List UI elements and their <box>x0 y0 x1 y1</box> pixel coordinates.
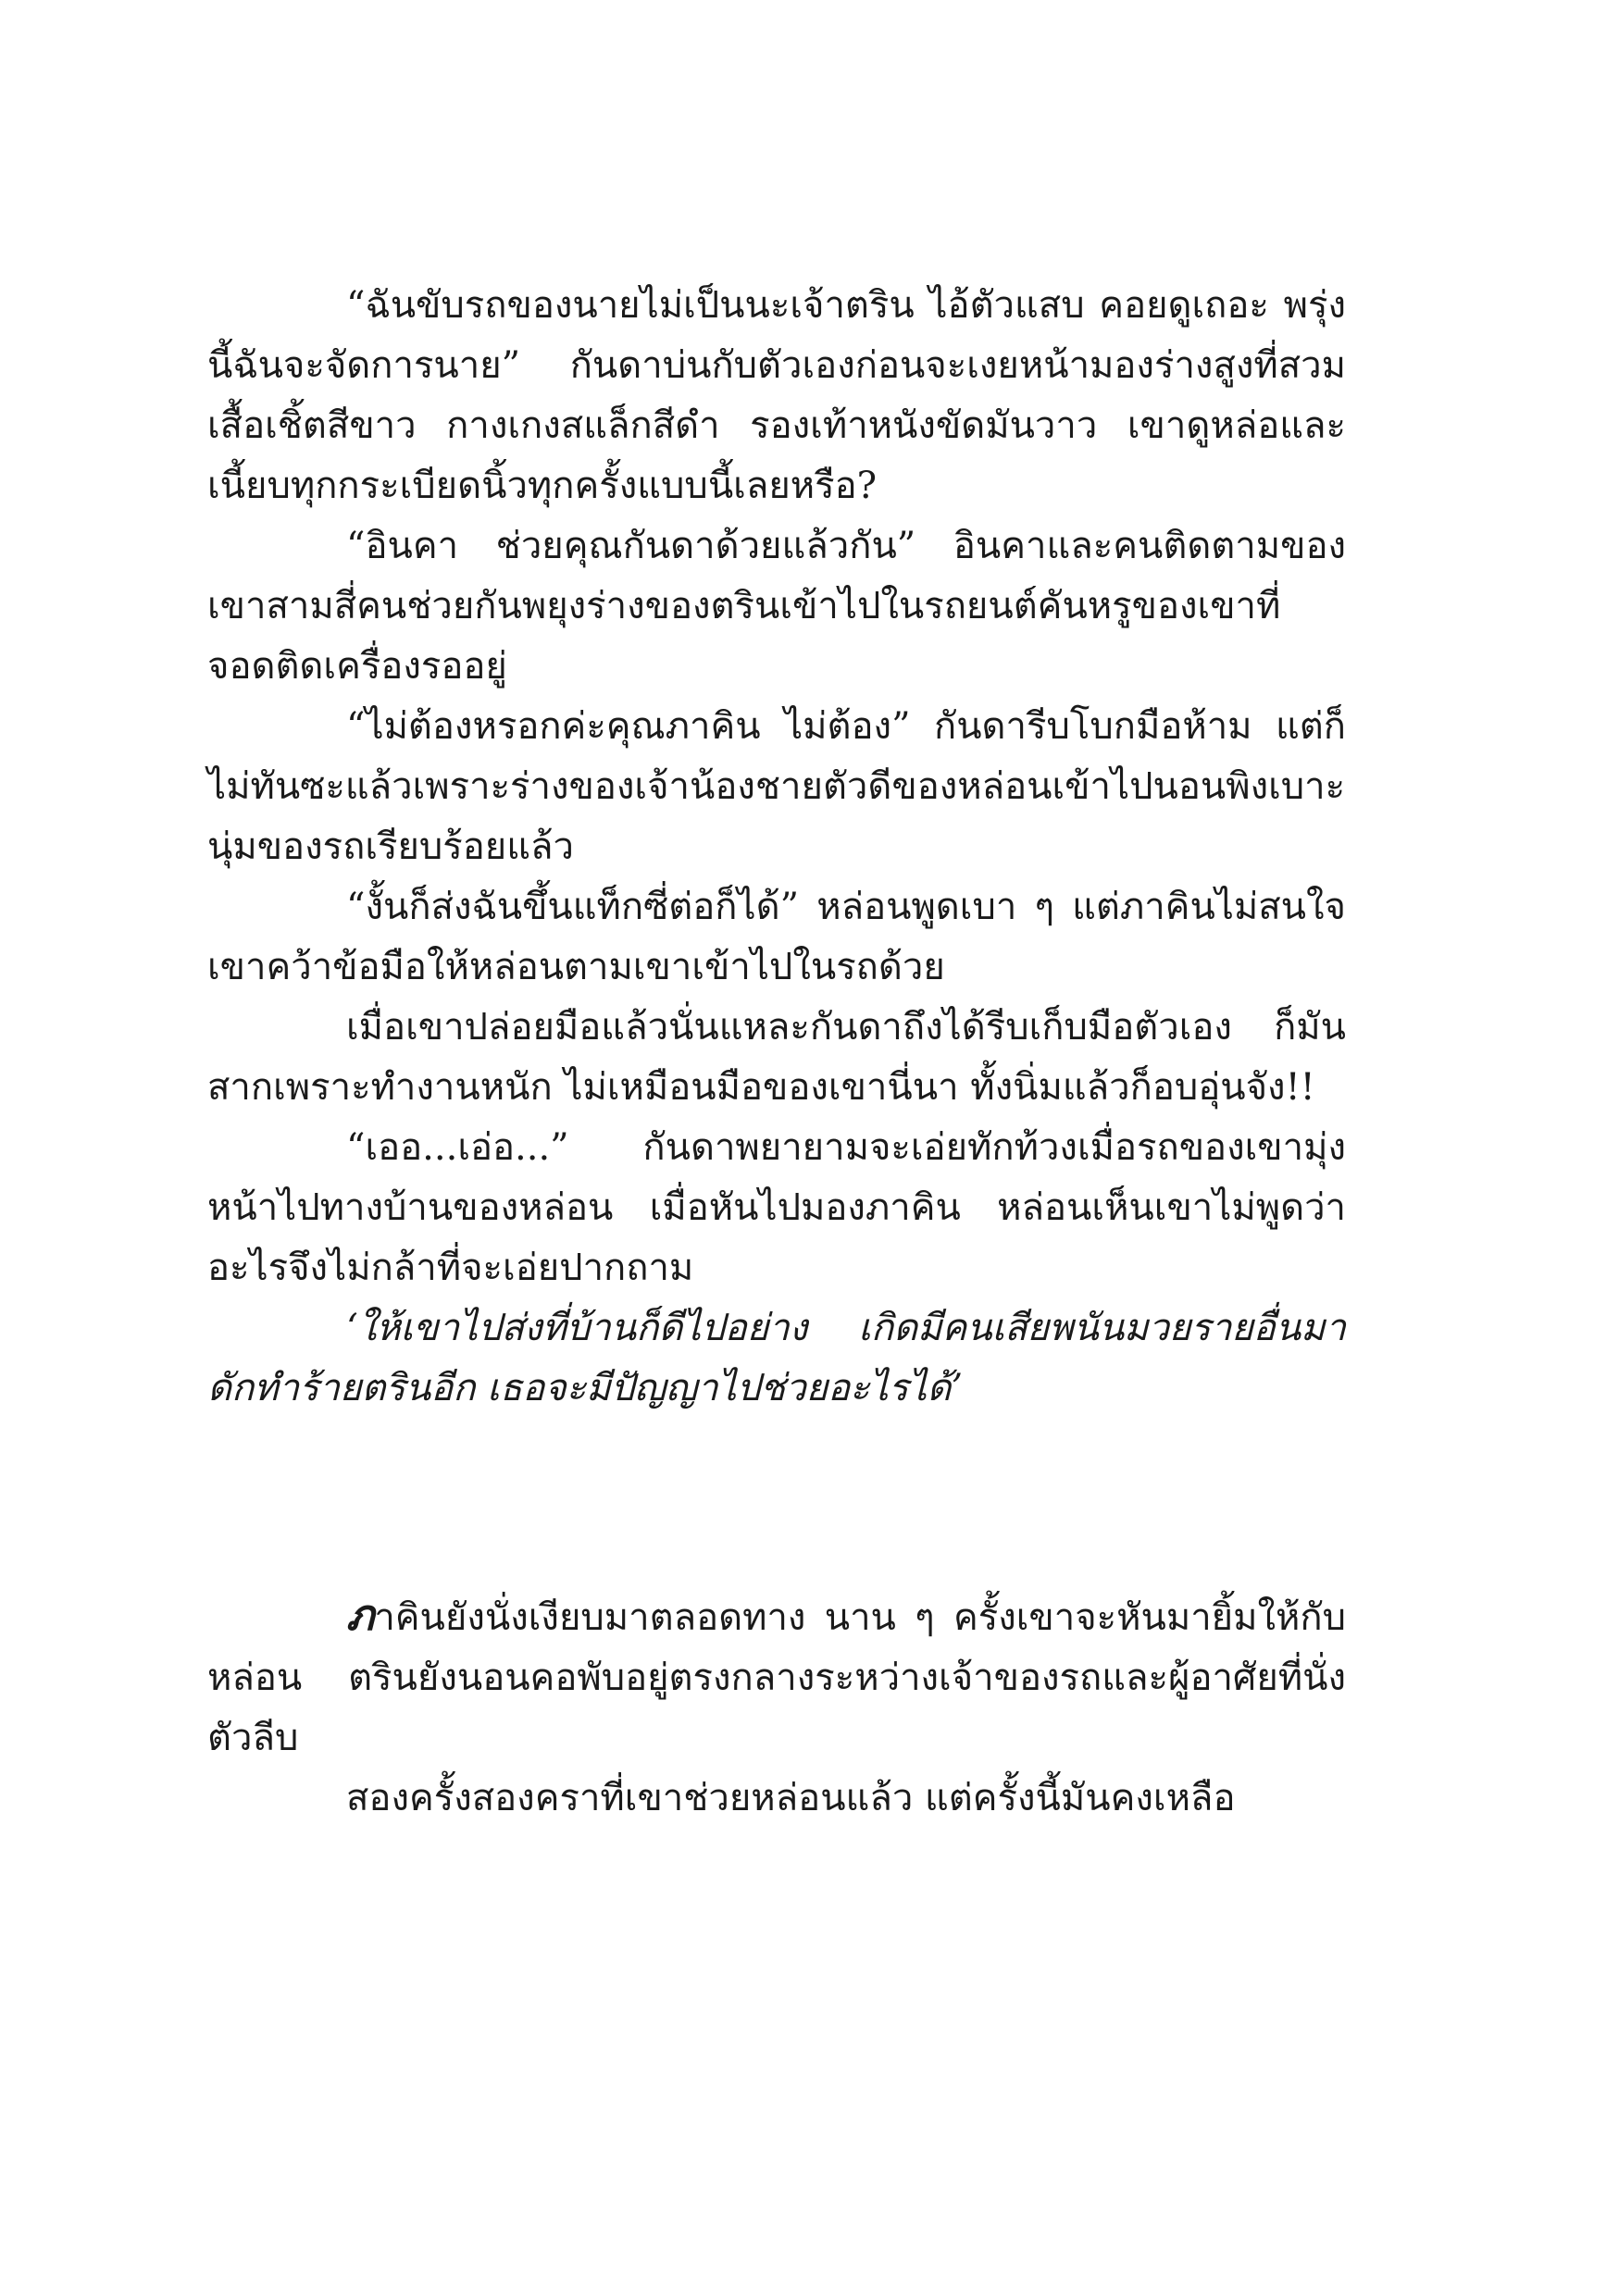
scene-break <box>207 1419 1346 1585</box>
paragraph: “งั้นก็ส่งฉันขึ้นแท็กซี่ต่อก็ได้” หล่อนพูดเบา ๆ แต่ภาคินไม่สนใจ เขาคว้าข้อมือให้หล่อนตามเขาเข้าไปในรถด้วย <box>207 886 1346 988</box>
paragraph: “ฉันขับรถของนายไม่เป็นนะเจ้าตริน ไอ้ตัวแสบ คอยดูเถอะ พรุ่งนี้ฉันจะจัดการนาย” กันดาบ่นกับตัวเองก่อนจะเงยหน้ามองร่างสูงที่สวมเสื้อเชิ้ตสีขาว กางเกงสแล็กสีดำ รองเท้าหนังขัดมันวาว เขาดูหล่อและเนี้ยบทุกกระเบียดนิ้วทุกครั้งแบบนี้เลยหรือ? <box>207 284 1346 507</box>
opening-paragraph-text: าคินยังนั่งเงียบมาตลอดทาง นาน ๆ ครั้งเขาจะหันมายิ้มให้กับหล่อน ตรินยังนอนคอพับอยู่ตรงกลางระหว่างเจ้าของรถและผู้อาศัยที่นั่งตัวลีบ <box>207 1596 1346 1759</box>
section-opening-paragraph <box>207 1585 1346 1769</box>
paragraph: “อินคา ช่วยคุณกันดาด้วยแล้วกัน” อินคาและคนติดตามของเขาสามสี่คนช่วยกันพยุงร่างของตรินเข้าไปในรถยนต์คันหรูของเขาที่จอดติดเครื่องรออยู่ <box>207 525 1346 688</box>
paragraph: เมื่อเขาปล่อยมือแล้วนั่นแหละกันดาถึงได้รีบเก็บมือตัวเอง ก็มันสากเพราะทำงานหนัก ไม่เหมือนมือของเขานี่นา ทั้งนิ่มแล้วก็อบอุ่นจัง!! <box>207 1006 1346 1109</box>
paragraph: “ไม่ต้องหรอกค่ะคุณภาคิน ไม่ต้อง” กันดารีบโบกมือห้าม แต่ก็ไม่ทันซะแล้วเพราะร่างของเจ้าน้องชายตัวดีของหล่อนเข้าไปนอนพิงเบาะนุ่มของรถเรียบร้อยแล้ว <box>207 705 1346 868</box>
inner-thought-paragraph: ‘ให้เขาไปส่งที่บ้านก็ดีไปอย่าง เกิดมีคนเสียพนันมวยรายอื่นมาดักทำร้ายตรินอีก เธอจะมีปัญญาไปช่วยอะไรได้’ <box>207 1307 1346 1409</box>
drop-cap: ภ <box>346 1590 375 1640</box>
paragraph: สองครั้งสองคราที่เขาช่วยหล่อนแล้ว แต่ครั้งนี้มันคงเหลือ <box>346 1777 1236 1819</box>
paragraph: “เออ...เอ่อ...” กันดาพยายามจะเอ่ยทักท้วงเมื่อรถของเขามุ่งหน้าไปทางบ้านของหล่อน เมื่อหันไปมองภาคิน หล่อนเห็นเขาไม่พูดว่าอะไรจึงไม่กล้าที่จะเอ่ยปากถาม <box>207 1126 1346 1289</box>
body-text <box>207 276 1346 1829</box>
